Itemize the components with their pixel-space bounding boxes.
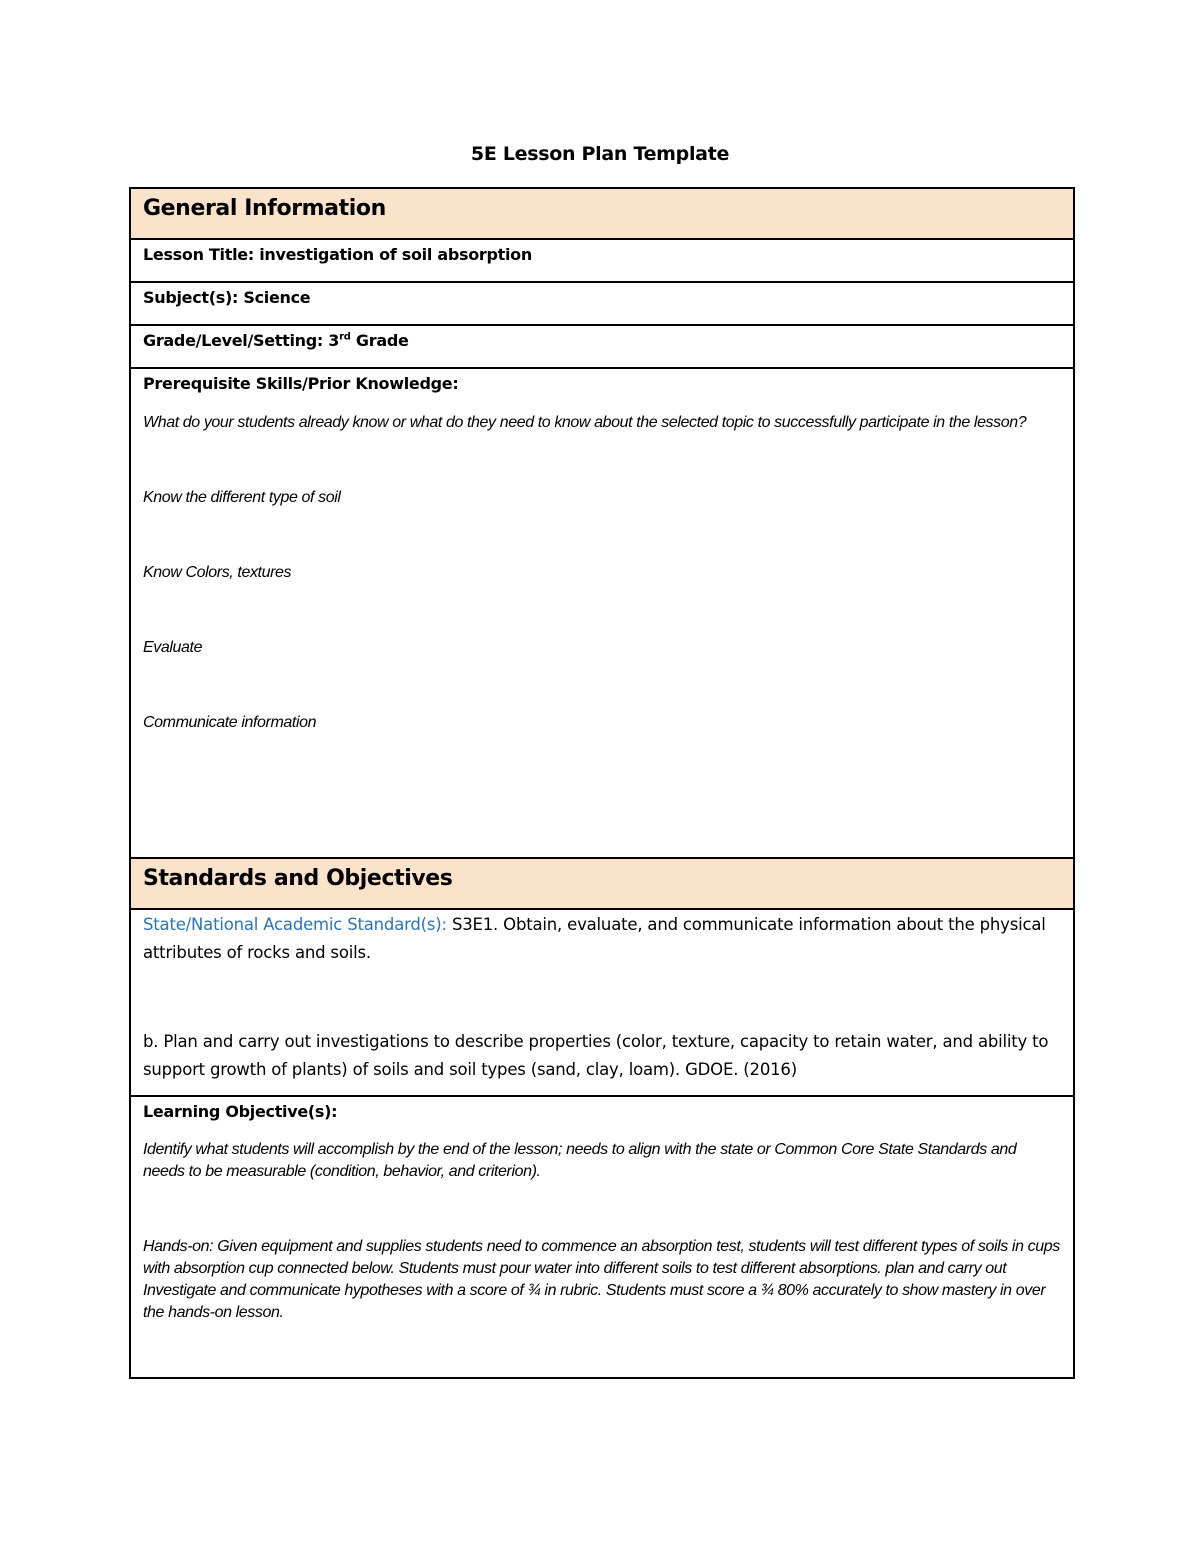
learning-objective-text: Hands-on: Given equipment and supplies students need to commence an absorption test, students will test different types of soils in cups with absorption cup connected below. Students must pour water into different soils to test different absorptions. plan and carry out Investigate and communicate hypotheses with a score of ¾ in rubric. Students must score a ¾ 80% accurately to show mastery in over the hands-on lesson. [143, 1238, 1060, 1321]
grade-superscript: rd [339, 331, 351, 343]
standards-objectives-heading: Standards and Objectives [143, 866, 453, 891]
prerequisite-item: Communicate information [143, 714, 317, 731]
prerequisite-item: Evaluate [143, 639, 203, 656]
general-information-heading: General Information [143, 196, 386, 221]
lesson-title-row [130, 239, 1074, 282]
document-title: 5E Lesson Plan Template [470, 143, 730, 165]
learning-objective-prompt: Identify what students will accomplish by the end of the lesson; needs to align with the state or Common Core State Standards and needs to be measurable (condition, behavior, and criterion). [143, 1141, 1017, 1180]
grade-level-setting [143, 326, 1061, 350]
lesson-title: Lesson Title: investigation of soil absorption [143, 245, 532, 264]
grade-suffix: Grade [350, 331, 409, 350]
academic-standard-b: b. Plan and carry out investigations to describe properties (color, texture, capacity to retain water, and ability to support growth of plants) of soils and soil types (sand, clay, loam). GDOE. (2016) [143, 1032, 1049, 1079]
prerequisite-prompt: What do your students already know or what do they need to know about the selected topic to successfully participate in the lesson? [143, 414, 1027, 431]
learning-objectives-cell [130, 1096, 1074, 1378]
standards-objectives-header [130, 858, 1074, 909]
academic-standards-cell [130, 909, 1074, 1096]
grade-prefix: Grade/Level/Setting: 3 [143, 331, 340, 350]
academic-standard-label: State/National Academic Standard(s): [143, 915, 447, 934]
learning-objective-label: Learning Objective(s): [143, 1102, 338, 1121]
prerequisite-knowledge-cell [130, 368, 1074, 858]
academic-standard-text: S3E1. Obtain, evaluate, and communicate information about the physical attributes of rocks and soils. [143, 915, 1046, 962]
prerequisite-item: Know the different type of soil [143, 489, 341, 506]
academic-standard [143, 910, 1061, 967]
general-information-header [130, 188, 1074, 239]
subjects-row [130, 282, 1074, 325]
subjects: Subject(s): Science [143, 288, 311, 307]
lesson-plan-table [129, 187, 1075, 1379]
grade-row [130, 325, 1074, 368]
prerequisite-item: Know Colors, textures [143, 564, 292, 581]
prerequisite-label: Prerequisite Skills/Prior Knowledge: [143, 374, 459, 393]
